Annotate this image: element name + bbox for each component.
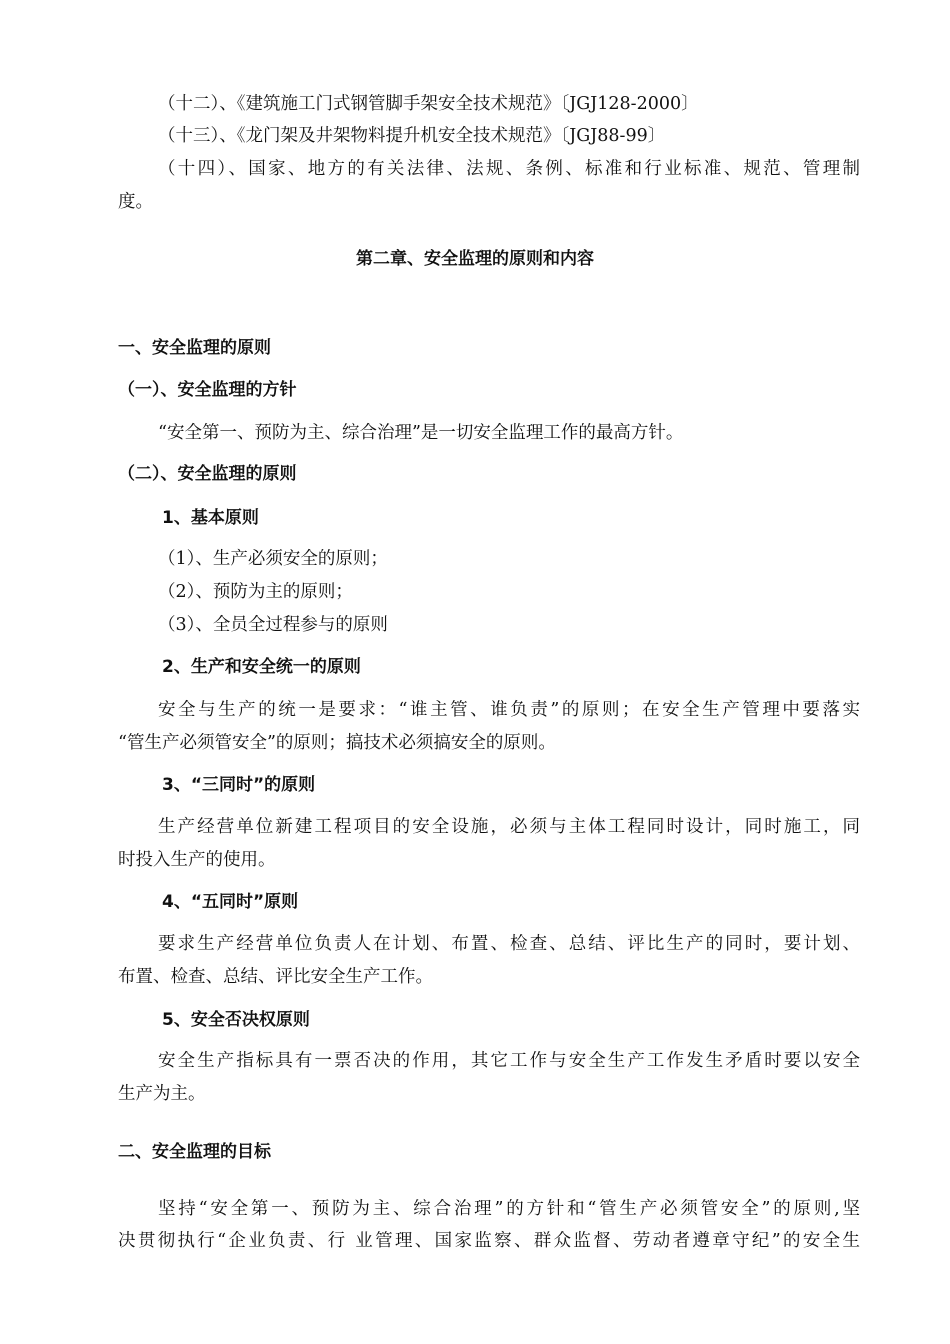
paragraph-line: 决贯彻执行“企业负责、行 业管理、国家监察、群众监督、劳动者遵章守纪”的安全生 [118,1231,860,1251]
principle-heading-unity: 2、生产和安全统一的原则 [162,657,361,677]
reference-item-14: （十四）、国家、地方的有关法律、法规、条例、标准和行业标准、规范、管理制 [158,159,860,179]
principle-heading-three-simultaneous: 3、“三同时”的原则 [162,775,316,795]
paragraph-line: 布置、检查、总结、评比安全生产工作。 [118,967,433,987]
paragraph-line: 安全与生产的统一是要求：“谁主管、谁负责”的原则；在安全生产管理中要落实 [158,700,860,720]
list-item: （3）、全员全过程参与的原则 [158,615,388,635]
principle-heading-basic: 1、基本原则 [162,508,259,528]
section-heading-objectives: 二、安全监理的目标 [118,1142,271,1162]
subsection-heading-policy: （一）、安全监理的方针 [118,380,297,400]
list-item: （2）、预防为主的原则； [158,582,353,602]
subsection-heading-principles: （二）、安全监理的原则 [118,464,297,484]
paragraph-line: 生产为主。 [118,1084,206,1104]
reference-item-13: （十三）、《龙门架及井架物料提升机安全技术规范》〔JGJ88-99〕 [158,126,666,146]
list-item: （1）、生产必须安全的原则； [158,549,388,569]
chapter-title: 第二章、安全监理的原则和内容 [356,249,594,269]
principle-heading-veto: 5、安全否决权原则 [162,1010,310,1030]
reference-item-14-cont: 度。 [118,192,153,212]
paragraph-line: 安全生产指标具有一票否决的作用，其它工作与安全生产工作发生矛盾时要以安全 [158,1051,860,1071]
paragraph-line: 坚持“安全第一、预防为主、综合治理”的方针和“管生产必须管安全”的原则,坚 [158,1199,860,1219]
paragraph-line: 生产经营单位新建工程项目的安全设施，必须与主体工程同时设计，同时施工，同 [158,817,860,837]
paragraph-line: 时投入生产的使用。 [118,850,276,870]
paragraph-line: 要求生产经营单位负责人在计划、布置、检查、总结、评比生产的同时，要计划、 [158,934,860,954]
section-heading-principles: 一、安全监理的原则 [118,338,271,358]
principle-heading-five-simultaneous: 4、“五同时”原则 [162,892,299,912]
policy-text: “安全第一、预防为主、综合治理”是一切安全监理工作的最高方针。 [158,423,684,443]
paragraph-line: “管生产必须管安全”的原则；搞技术必须搞安全的原则。 [118,733,556,753]
reference-item-12: （十二）、《建筑施工门式钢管脚手架安全技术规范》〔JGJ128-2000〕 [158,94,699,114]
